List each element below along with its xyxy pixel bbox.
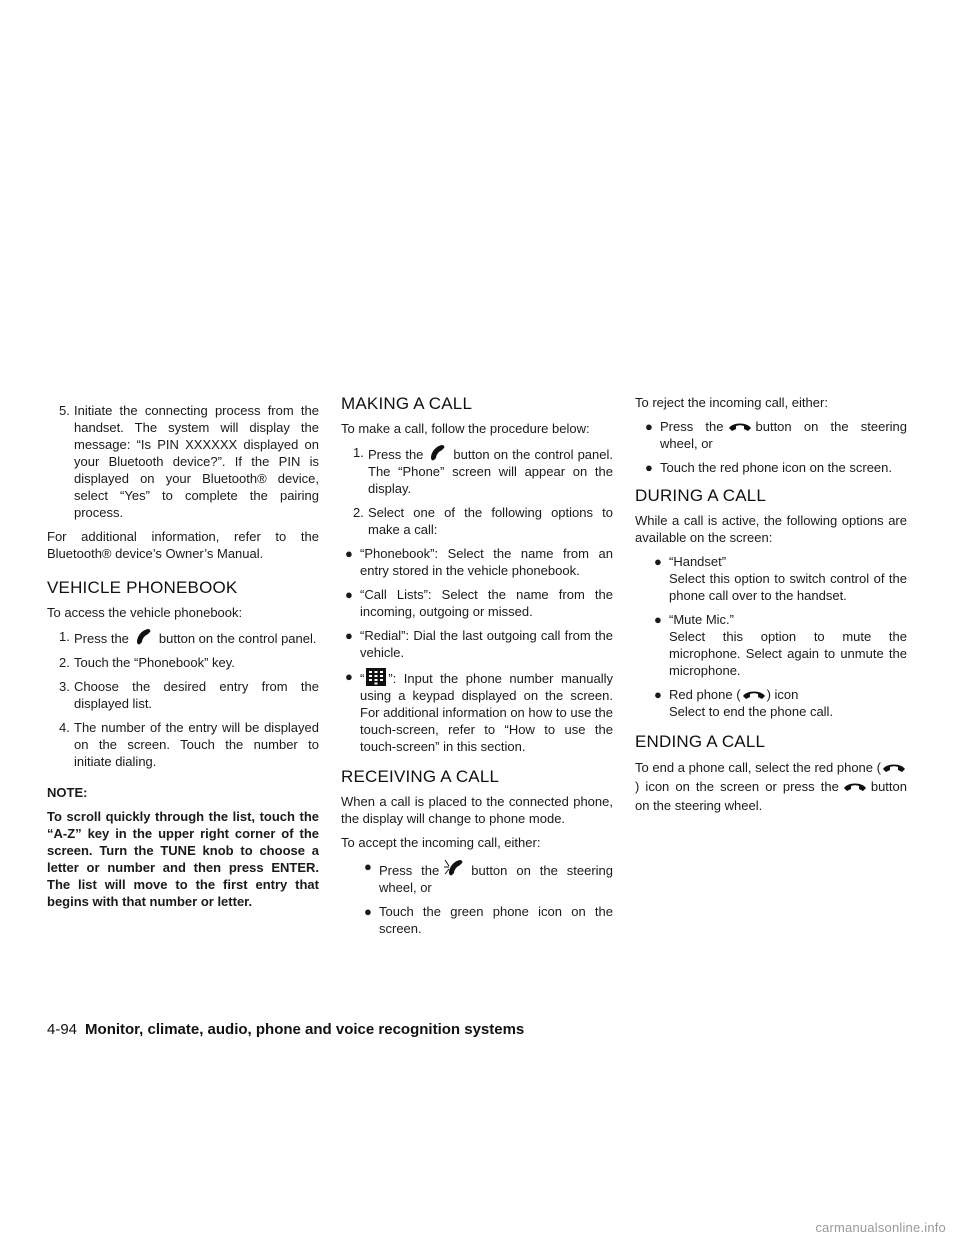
during-call-intro: While a call is active, the following options are available on the screen: — [635, 513, 907, 545]
step-number: 3. — [59, 679, 70, 694]
ending-text-mid: ) icon on the screen or press the — [635, 779, 839, 794]
step-text: Select one of the following options to make a call: — [368, 505, 613, 537]
vehicle-phonebook-intro: To access the vehicle phonebook: — [47, 605, 243, 620]
bullet-icon: ● — [364, 904, 372, 919]
bullet-icon: ● — [654, 687, 662, 702]
option-text: Touch the red phone icon on the screen. — [660, 460, 892, 475]
step-text-pre: Press the — [74, 631, 129, 646]
column-3 — [635, 395, 907, 822]
column-1 — [47, 402, 319, 910]
page-number: 4-94 — [47, 1021, 78, 1038]
step-text: Choose the desired entry from the displayed list. — [74, 679, 319, 711]
step-number: 2. — [353, 505, 364, 520]
option-title-post: ) icon — [766, 687, 799, 702]
phone-voice-icon — [443, 858, 467, 878]
keypad-icon — [366, 668, 386, 686]
during-option-handset — [635, 553, 907, 604]
bullet-icon: ● — [654, 554, 662, 569]
making-a-call-heading: MAKING A CALL — [341, 394, 473, 413]
phonebook-step-1 — [47, 628, 319, 647]
step-number: 4. — [59, 720, 70, 735]
step-number: 5. — [59, 403, 70, 418]
option-text: “Call Lists”: Select the name from the incoming, outgoing or missed. — [360, 587, 613, 619]
bullet-icon: ● — [364, 859, 372, 874]
option-title-pre: Red phone ( — [669, 687, 741, 702]
option-text-pre: Press the — [379, 863, 440, 878]
option-text: “Phonebook”: Select the name from an entry stored in the vehicle phonebook. — [360, 546, 613, 578]
option-desc: Select this option to mute the microphone. Select again to unmute the microphone. — [669, 629, 907, 678]
ending-call-text — [635, 758, 907, 815]
additional-info-paragraph: For additional information, refer to the Bluetooth® device’s Owner’s Manual. — [47, 529, 319, 561]
note-body: To scroll quickly through the list, touch the “A-Z” key in the upper right corner of the screen. Turn the TUNE knob to choose a letter or number and then press ENTER. The list will move to the first entry that begins with that number or letter. — [47, 809, 319, 909]
step-text: Initiate the connecting process from the handset. The system will display the message: “Is PIN XXXXXX displayed on your Bluetooth device?”. If the PIN is displayed on your Bluetooth® device, select “Yes” to complete the pairing process. — [74, 403, 319, 520]
option-phonebook — [341, 545, 613, 579]
during-option-red-phone — [635, 686, 907, 720]
step-text-pre: Press the — [368, 447, 424, 462]
vehicle-phonebook-heading: VEHICLE PHONEBOOK — [47, 578, 238, 597]
option-title: “Handset” — [669, 554, 727, 569]
hang-up-icon — [742, 688, 766, 702]
bullet-icon: ● — [645, 460, 653, 475]
hang-up-icon — [728, 420, 752, 434]
option-text-pre: Press the — [660, 419, 724, 434]
step-text-post: button on the control panel. — [158, 631, 317, 646]
step-text: The number of the entry will be displayed on the screen. Touch the number to initiate dialing. — [74, 720, 319, 769]
step-number: 1. — [59, 629, 70, 644]
bullet-icon: ● — [345, 628, 353, 643]
column-2 — [341, 394, 613, 944]
pairing-step-5 — [47, 402, 319, 521]
option-keypad — [341, 668, 613, 755]
hang-up-icon — [882, 761, 906, 775]
step-text: Touch the “Phonebook” key. — [74, 655, 235, 670]
reject-option-button — [635, 418, 907, 452]
bullet-icon: ● — [654, 612, 662, 627]
phonebook-step-4 — [47, 719, 319, 770]
reject-call-intro: To reject the incoming call, either: — [635, 395, 828, 410]
option-text: Touch the green phone icon on the screen. — [379, 904, 613, 936]
option-redial — [341, 627, 613, 661]
option-text-post: button on the steering wheel, or — [660, 419, 907, 451]
bullet-icon: ● — [645, 419, 653, 434]
watermark: carmanualsonline.info — [815, 1220, 946, 1235]
ending-text-pre: To end a phone call, select the red phone ( — [635, 760, 881, 775]
step-number: 2. — [59, 655, 70, 670]
accept-option-touch — [341, 903, 613, 937]
step-number: 1. — [353, 445, 364, 460]
accept-call-intro: To accept the incoming call, either: — [341, 835, 541, 850]
option-text-pre: “ — [360, 671, 365, 686]
accept-option-button — [341, 858, 613, 896]
option-call-lists — [341, 586, 613, 620]
phonebook-step-2 — [47, 654, 319, 671]
bullet-icon: ● — [345, 546, 353, 561]
phone-handset-icon — [133, 628, 155, 646]
during-a-call-heading: DURING A CALL — [635, 486, 767, 505]
ending-text-post: button on the steering wheel. — [635, 779, 907, 813]
reject-option-touch — [635, 459, 907, 476]
option-desc: Select this option to switch control of the phone call over to the handset. — [669, 571, 907, 603]
making-call-step-2 — [341, 504, 613, 538]
note-title: NOTE: — [47, 785, 88, 800]
during-option-mute — [635, 611, 907, 679]
phone-handset-icon — [427, 444, 449, 462]
option-text-post: button on the steering wheel, or — [379, 863, 613, 895]
page-footer — [47, 1021, 524, 1039]
bullet-icon: ● — [345, 669, 353, 684]
making-call-step-1 — [341, 444, 613, 497]
receiving-call-intro: When a call is placed to the connected phone, the display will change to phone mode. — [341, 794, 613, 826]
phonebook-step-3 — [47, 678, 319, 712]
hang-up-icon — [843, 780, 867, 794]
option-desc: Select to end the phone call. — [669, 704, 834, 719]
step-text-post: button on the control panel. The “Phone” screen will appear on the display. — [368, 447, 613, 496]
ending-a-call-heading: ENDING A CALL — [635, 732, 766, 751]
receiving-a-call-heading: RECEIVING A CALL — [341, 767, 500, 786]
option-text-post: ”: Input the phone number manually using a keypad displayed on the screen. For additional information on how to use the touch-screen, refer to “How to use the touch-screen” in this section. — [360, 671, 613, 754]
making-a-call-intro: To make a call, follow the procedure below: — [341, 421, 590, 436]
chapter-title: Monitor, climate, audio, phone and voice recognition systems — [85, 1021, 525, 1038]
option-text: “Redial”: Dial the last outgoing call from the vehicle. — [360, 628, 613, 660]
option-title: “Mute Mic.” — [669, 612, 734, 627]
bullet-icon: ● — [345, 587, 353, 602]
